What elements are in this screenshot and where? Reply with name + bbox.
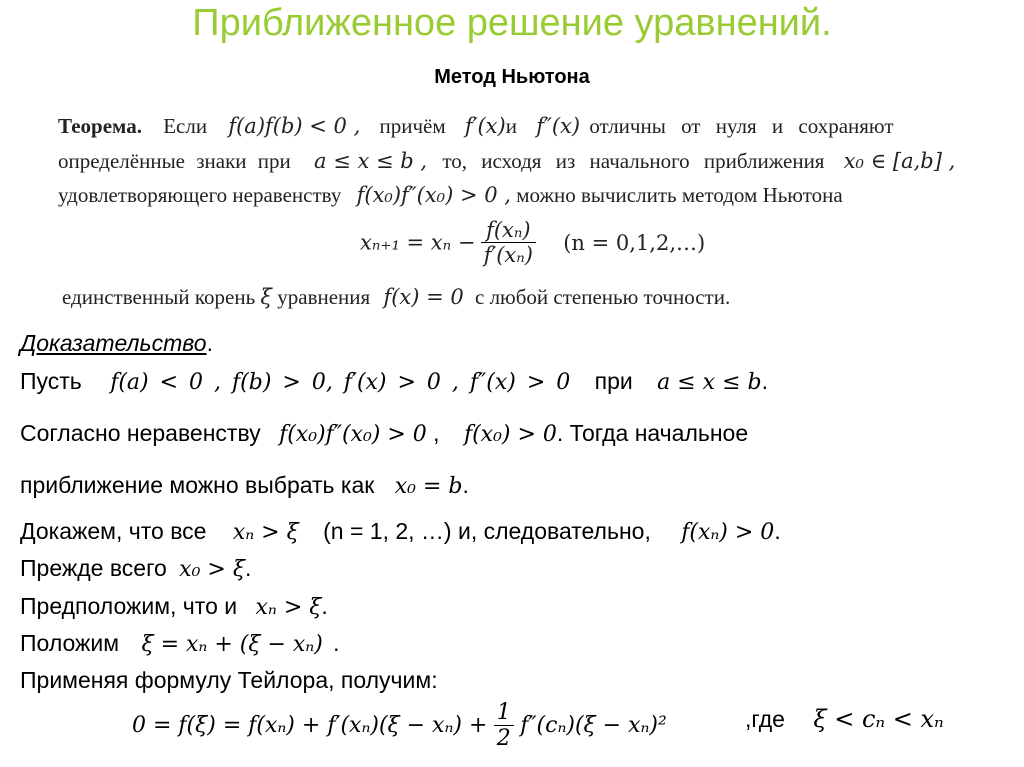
theorem-line-3: удовлетворяющего неравенству f(x₀)f″(x₀) > 0 , можно вычислить методом Ньютона: [58, 183, 843, 207]
theorem-line-1: Теорема. Если f(a)f(b) < 0 , причём f′(x)и f″(x) отличны от нуля и сохраняют: [58, 114, 894, 138]
slide-title: Приближенное решение уравнений.: [192, 2, 832, 44]
newton-iteration-formula: xₙ₊₁ = xₙ − $\frac{\text{f(xₙ)}}{\text{f′(xₙ)}}$ (n = 0,1,2,…): [360, 218, 706, 267]
taylor-where: ,где ξ < cₙ < xₙ: [745, 705, 944, 733]
proof-line-5: Прежде всего x₀ > ξ.: [20, 555, 252, 582]
proof-line-3: приближение можно выбрать как x₀ = b.: [20, 472, 469, 499]
proof-line-4: Докажем, что все xₙ > ξ (n = 1, 2, …) и, следовательно, f(xₙ) > 0.: [20, 518, 781, 545]
theorem-label: Теорема.: [58, 114, 142, 138]
proof-line-6: Предположим, что и xₙ > ξ.: [20, 593, 328, 620]
proof-heading: Доказательство.: [20, 330, 213, 356]
proof-line-1: Пусть f(a) < 0 , f(b) > 0, f′(x) > 0 , f″(x) > 0 при a ≤ x ≤ b.: [20, 368, 768, 395]
theorem-line-5: единственный корень ξ уравнения f(x) = 0 с любой степенью точности.: [62, 285, 731, 309]
taylor-formula: 0 = f(ξ) = f(xₙ) + f′(xₙ)(ξ − xₙ) + $\frac{1}{2}$ f″(cₙ)(ξ − xₙ)²: [132, 700, 667, 751]
slide-subtitle: Метод Ньютона: [434, 66, 590, 88]
proof-line-7: Положим ξ = xₙ + (ξ − xₙ) .: [20, 630, 340, 657]
proof-line-2: Согласно неравенству f(x₀)f″(x₀) > 0 , f(x₀) > 0. Тогда начальное: [20, 420, 749, 447]
theorem-formula: f(a)f(b) < 0 ,: [228, 114, 361, 138]
theorem-line-2: определённые знаки при a ≤ x ≤ b , то, исходя из начального приближения x₀ ∈ [a,b] ,: [58, 149, 956, 173]
proof-line-8: Применяя формулу Тейлора, получим:: [20, 667, 438, 693]
